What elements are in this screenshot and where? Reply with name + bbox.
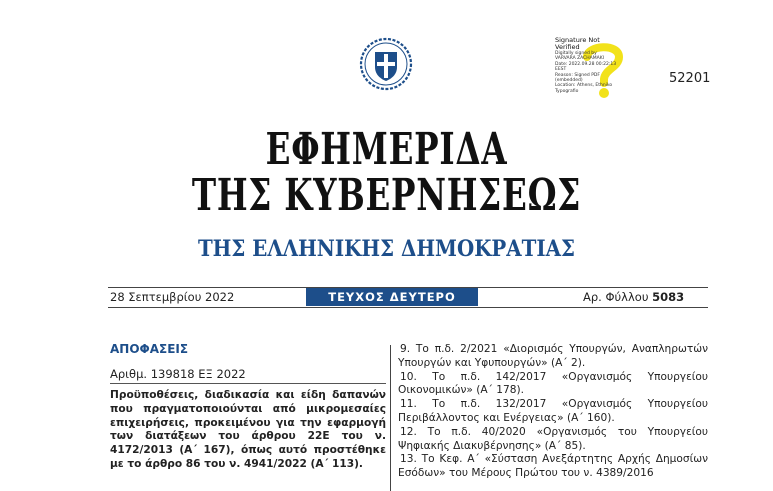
- signature-detail: Digitally signed by: [555, 51, 597, 56]
- digital-signature-stamp: [555, 37, 645, 101]
- list-item: 10. Το π.δ. 142/2017 «Οργανισμός Υπουργείου Οικονομικών» (Α΄ 178).: [398, 370, 708, 397]
- signature-status-2: Verified: [555, 43, 580, 51]
- gazette-subtitle: ΤΗΣ ΕΛΛΗΝΙΚΗΣ ΔΗΜΟΚΡΑΤΙΑΣ: [197, 236, 576, 262]
- signature-detail: Reason: Signed PDF: [555, 72, 600, 78]
- column-divider: [390, 345, 391, 491]
- signature-detail: EEST: [555, 67, 567, 73]
- signature-detail: (embedded): [555, 78, 583, 84]
- decision-number: Αριθμ. 139818 ΕΞ 2022: [110, 367, 246, 381]
- signature-status: Signature Not: [555, 36, 600, 44]
- issue-date: 28 Σεπτεμβρίου 2022: [110, 290, 235, 304]
- decision-title: Προϋποθέσεις, διαδικασία και είδη δαπανών που πραγματοποιούνται από μικρομεσαίες επιχειρήσεις, προκειμένου για την εφαρμογή των διατάξεων του άρθρου 22Ε του ν. 4172/2013 (Α΄ 167), όπως αυτό προστέθηκε με το άρθρο 86 του ν. 4941/2022 (Α΄ 113).: [110, 389, 386, 470]
- gazette-title: ΕΦΗΜΕΡΙΔΑ: [265, 124, 508, 175]
- page-number: 52201: [669, 71, 711, 86]
- list-item: 9. Το π.δ. 2/2021 «Διορισμός Υπουργών, Αναπληρωτών Υπουργών και Υφυπουργών» (Α΄ 2).: [398, 343, 708, 369]
- decision-rule: [110, 383, 386, 384]
- list-item: 11. Το π.δ. 132/2017 «Οργανισμός Υπουργείου Περιβάλλοντος και Ενέργειας» (Α΄ 160).: [398, 398, 708, 424]
- sheet-label: Αρ. Φύλλου: [583, 290, 649, 304]
- signature-detail: VARVARA ZACHAMAKI: [555, 56, 604, 62]
- considerations-list: [398, 343, 708, 481]
- signature-detail: Date: 2022.09.28 00:22:13: [555, 61, 617, 67]
- issue-badge: ΤΕΥΧΟΣ ΔΕΥΤΕΡΟ: [306, 288, 478, 306]
- section-heading: ΑΠΟΦΑΣΕΙΣ: [110, 342, 189, 356]
- sheet-number: [583, 290, 684, 304]
- coat-of-arms-emblem: [358, 36, 414, 92]
- sheet-value: 5083: [652, 290, 685, 304]
- list-item: 12. Το π.δ. 40/2020 «Οργανισμός του Υπουργείου Ψηφιακής Διακυβέρνησης» (Α΄ 85).: [398, 425, 708, 452]
- signature-detail: Typografio: [555, 88, 579, 94]
- gazette-title-line2: ΤΗΣ ΚΥΒΕΡΝΗΣΕΩΣ: [191, 170, 582, 221]
- signature-detail: Location: Athens, Ethniko: [555, 83, 613, 89]
- header-bottom-rule: [108, 307, 708, 308]
- list-item: 13. Το Κεφ. Α΄ «Σύσταση Ανεξάρτητης Αρχής Δημοσίων Εσόδων» του Μέρους Πρώτου του ν. 4389/2016: [398, 453, 708, 480]
